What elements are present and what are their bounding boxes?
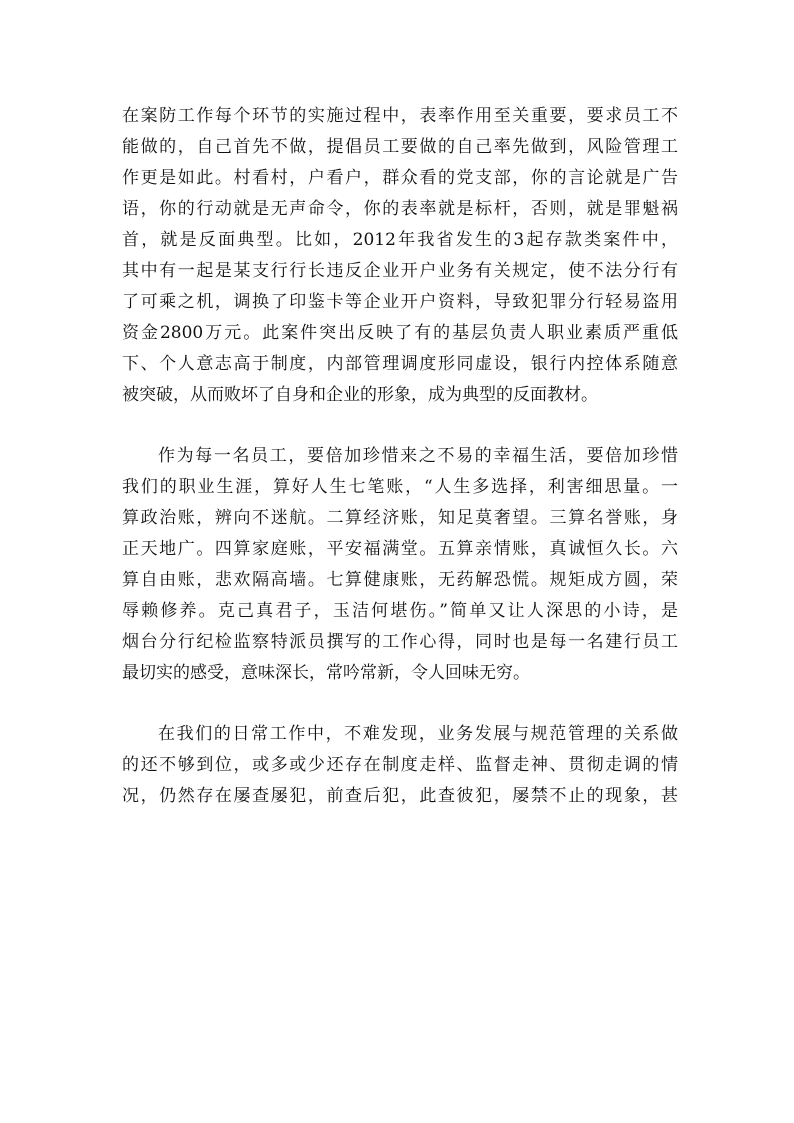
text-line: 在案防工作每个环节的实施过程中，表率作用至关重要，要求员工不 [122,106,678,126]
paragraph-1 [122,101,678,411]
text-line: 我们的职业生涯，算好人生七笔账，“人生多选择，利害细思量。一 [122,477,678,497]
paragraph-2 [122,441,678,689]
text-line: 作为每一名员工，要倍加珍惜来之不易的幸福生活，要倍加珍惜 [158,446,678,466]
text-line: 正天地广。四算家庭账，平安福满堂。五算亲情账，真诚恒久长。六 [122,539,678,559]
text-line: 语，你的行动就是无声命令，你的表率就是标杆，否则，就是罪魁祸 [122,199,678,219]
text-line: 了可乘之机，调换了印鉴卡等企业开户资料，导致犯罪分行轻易盗用 [122,292,678,312]
document-body [122,101,678,812]
text-line: 资金2800万元。此案件突出反映了有的基层负责人职业素质严重低 [122,323,678,343]
text-line: 能做的，自己首先不做，提倡员工要做的自己率先做到，风险管理工 [122,137,678,157]
text-line: 被突破，从而败坏了自身和企业的形象，成为典型的反面教材。 [122,385,598,405]
text-line: 作更是如此。村看村，户看户，群众看的党支部，你的言论就是广告 [122,168,678,188]
text-line: 下、个人意志高于制度，内部管理调度形同虚设，银行内控体系随意 [122,354,678,374]
text-line: 首，就是反面典型。比如，2012年我省发生的3起存款类案件中， [122,230,678,250]
text-line: 算自由账，悲欢隔高墙。七算健康账，无药解恐慌。规矩成方圆，荣 [122,570,678,590]
text-line: 在我们的日常工作中，不难发现，业务发展与规范管理的关系做 [158,724,678,744]
paragraph-spacer [122,411,678,441]
text-line: 其中有一起是某支行行长违反企业开户业务有关规定，使不法分行有 [122,261,678,281]
text-line: 辱赖修养。克己真君子，玉洁何堪伤。”简单又让人深思的小诗，是 [122,601,678,621]
text-line: 烟台分行纪检监察特派员撰写的工作心得，同时也是每一名建行员工 [122,632,678,652]
text-line: 的还不够到位，或多或少还存在制度走样、监督走神、贯彻走调的情 [122,755,678,775]
text-line: 最切实的感受，意味深长，常吟常新，令人回味无穷。 [122,663,530,683]
text-line: 况，仍然存在屡查屡犯，前查后犯，此查彼犯，屡禁不止的现象，甚 [122,786,678,806]
paragraph-spacer [122,689,678,719]
paragraph-3 [122,719,678,812]
text-line: 算政治账，辨向不迷航。二算经济账，知足莫奢望。三算名誉账，身 [122,508,678,528]
